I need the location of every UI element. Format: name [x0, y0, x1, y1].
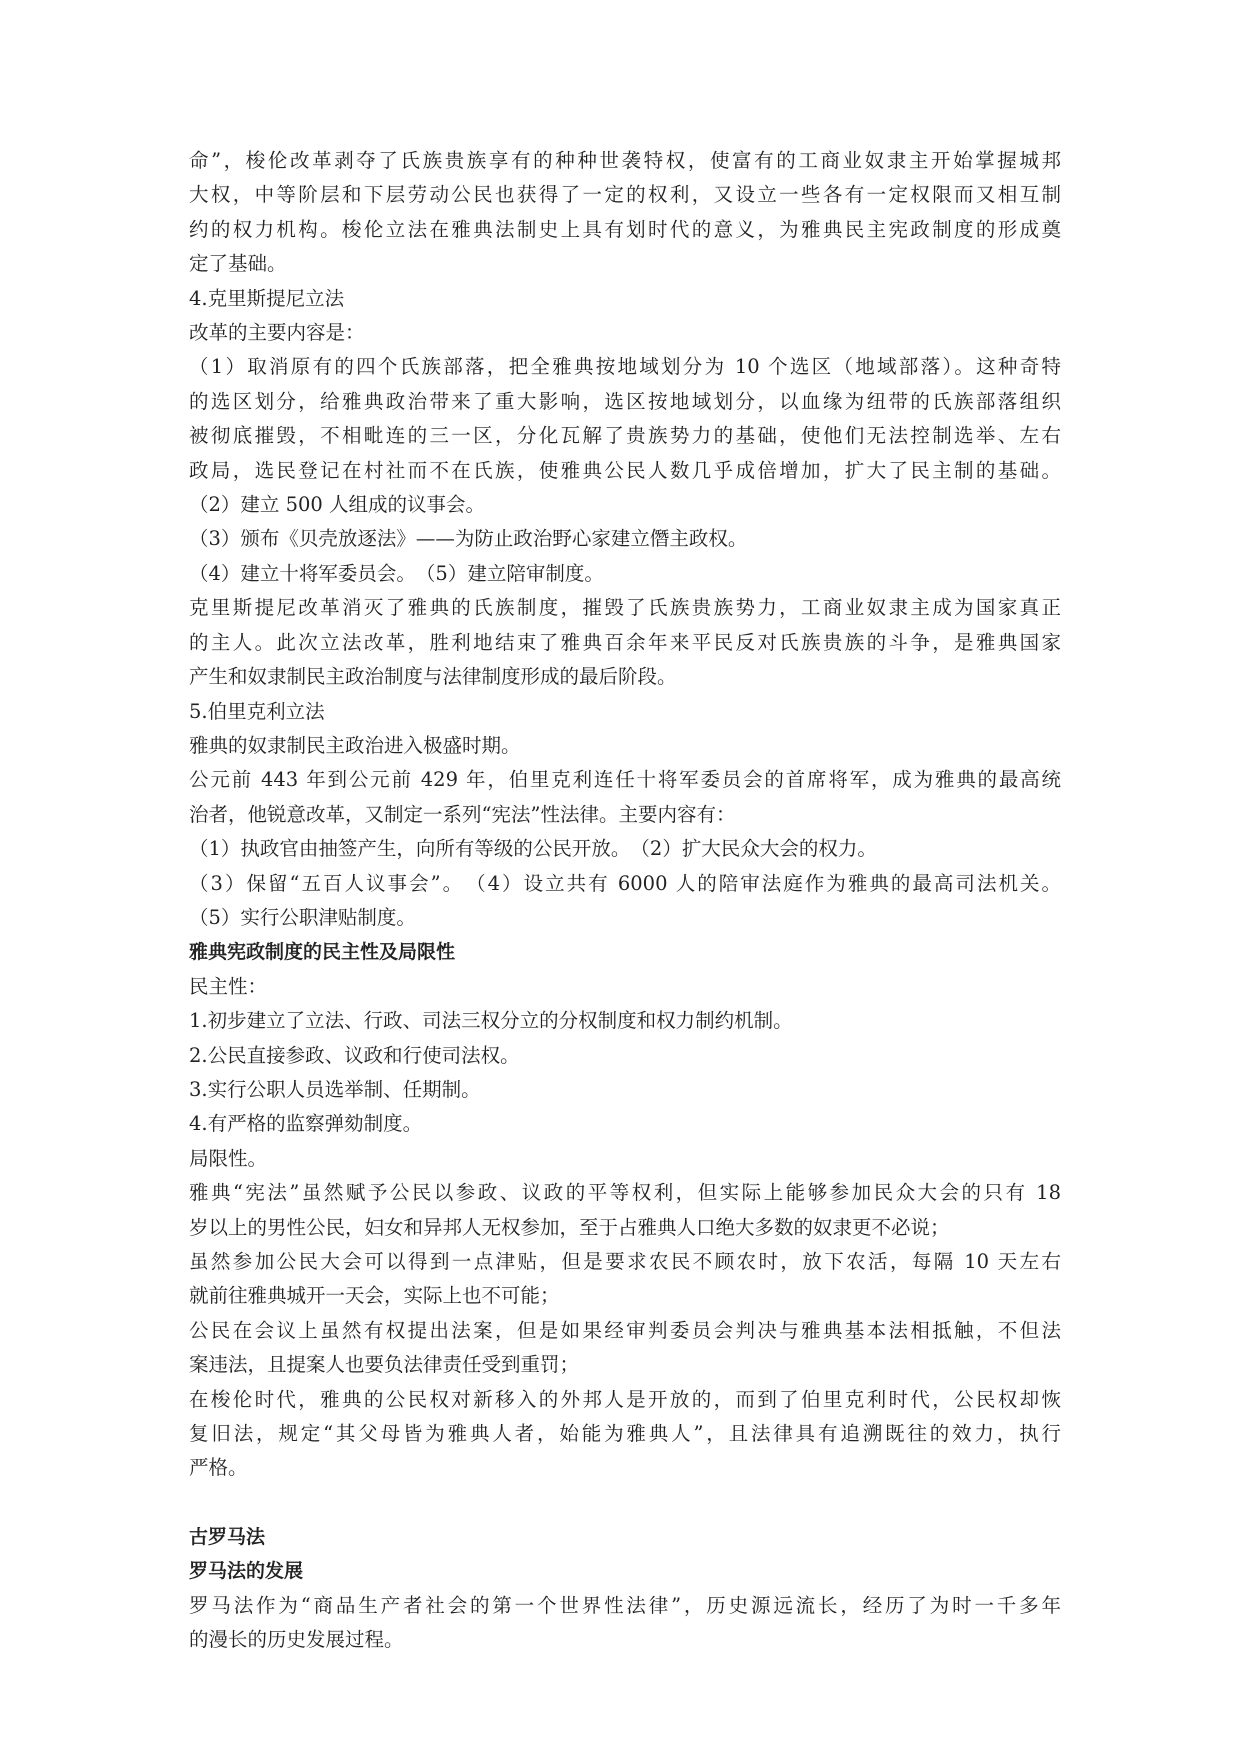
text-line: 局限性。 [189, 1146, 268, 1170]
text-line: 复旧法，规定“其父母皆为雅典人者，始能为雅典人”，且法律具有追溯既往的效力，执行 [189, 1422, 1061, 1446]
section-heading-cleisthenes: 4.克里斯提尼立法 [189, 286, 345, 310]
section-heading-pericles: 5.伯里克利立法 [189, 699, 325, 723]
text-line: 的漫长的历史发展过程。 [189, 1628, 404, 1652]
list-item: （2）建立 500 人组成的议事会。 [189, 493, 486, 517]
text-line: 被彻底摧毁，不相毗连的三一区，分化瓦解了贵族势力的基础，使他们无法控制选举、左右 [189, 424, 1061, 448]
text-line: 约的权力机构。梭伦立法在雅典法制史上具有划时代的意义，为雅典民主宪政制度的形成奠 [189, 217, 1061, 241]
list-item: （3）保留“五百人议事会”。 （4）设立共有 6000 人的陪审法庭作为雅典的最高司法机关。 [189, 871, 1061, 895]
text-line: 定了基础。 [189, 252, 287, 276]
list-item: （3）颁布《贝壳放逐法》——为防止政治野心家建立僭主政权。 [189, 527, 748, 551]
heading-roman-law-development: 罗马法的发展 [189, 1560, 304, 1583]
text-line: 民主性： [189, 974, 268, 998]
text-line: 在梭伦时代，雅典的公民权对新移入的外邦人是开放的，而到了伯里克利时代，公民权却恢 [189, 1387, 1061, 1411]
text-line: 就前往雅典城开一天会，实际上也不可能； [189, 1284, 560, 1308]
list-item: （5）实行公职津贴制度。 [189, 905, 416, 929]
text-line: 大权，中等阶层和下层劳动公民也获得了一定的权利，又设立一些各有一定权限而又相互制 [189, 183, 1061, 207]
text-line: 克里斯提尼改革消灭了雅典的氏族制度，摧毁了氏族贵族势力，工商业奴隶主成为国家真正 [189, 596, 1061, 620]
text-line: 的选区划分，给雅典政治带来了重大影响，选区按地域划分，以血缘为纽带的氏族部落组织 [189, 389, 1061, 413]
text-line: 的主人。此次立法改革，胜利地结束了雅典百余年来平民反对氏族贵族的斗争，是雅典国家 [189, 630, 1061, 654]
text-line: 罗马法作为“商品生产者社会的第一个世界性法律”，历史源远流长，经历了为时一千多年 [189, 1593, 1061, 1617]
blank-line [189, 1486, 1061, 1520]
list-item: 2.公民直接参政、议政和行使司法权。 [189, 1043, 520, 1067]
text-line: 产生和奴隶制民主政治制度与法律制度形成的最后阶段。 [189, 665, 677, 689]
text-line: 雅典的奴隶制民主政治进入极盛时期。 [189, 733, 521, 757]
text-line: 岁以上的男性公民，妇女和异邦人无权参加，至于占雅典人口绝大多数的奴隶更不必说； [189, 1215, 950, 1239]
text-line: 政局，选民登记在村社而不在氏族，使雅典公民人数几乎成倍增加，扩大了民主制的基础。 [189, 458, 1061, 482]
text-line: 命”，梭伦改革剥夺了氏族贵族享有的种种世袭特权，使富有的工商业奴隶主开始掌握城邦 [189, 149, 1061, 172]
text-line: 雅典“宪法”虽然赋予公民以参政、议政的平等权利，但实际上能够参加民众大会的只有 18 [189, 1181, 1061, 1205]
text-line: 公元前 443 年到公元前 429 年，伯里克利连任十将军委员会的首席将军，成为雅典的最高统 [189, 768, 1061, 792]
text-line: 改革的主要内容是： [189, 321, 365, 345]
text-line: 严格。 [189, 1456, 248, 1480]
document-body [189, 144, 1061, 1657]
text-line: 虽然参加公民大会可以得到一点津贴，但是要求农民不顾农时，放下农活，每隔 10 天左右 [189, 1250, 1061, 1273]
heading-ancient-roman-law: 古罗马法 [189, 1525, 266, 1548]
text-line: 案违法，且提案人也要负法律责任受到重罚； [189, 1353, 580, 1377]
list-item: 3.实行公职人员选举制、任期制。 [189, 1077, 481, 1101]
list-item: 1.初步建立了立法、行政、司法三权分立的分权制度和权力制约机制。 [189, 1009, 793, 1033]
list-item: （1）执政官由抽签产生，向所有等级的公民开放。 （2）扩大民众大会的权力。 [189, 837, 877, 861]
text-line: 治者，他锐意改革，又制定一系列“宪法”性法律。主要内容有： [189, 802, 736, 826]
list-item: （1）取消原有的四个氏族部落，把全雅典按地域划分为 10 个选区（地域部落）。这种奇特 [189, 355, 1061, 379]
list-item: （4）建立十将军委员会。 （5）建立陪审制度。 [189, 561, 604, 585]
section-heading-democracy-limits: 雅典宪政制度的民主性及局限性 [189, 941, 456, 964]
text-line: 公民在会议上虽然有权提出法案，但是如果经审判委员会判决与雅典基本法相抵触，不但法 [189, 1318, 1061, 1342]
list-item: 4.有严格的监察弹劾制度。 [189, 1112, 423, 1136]
